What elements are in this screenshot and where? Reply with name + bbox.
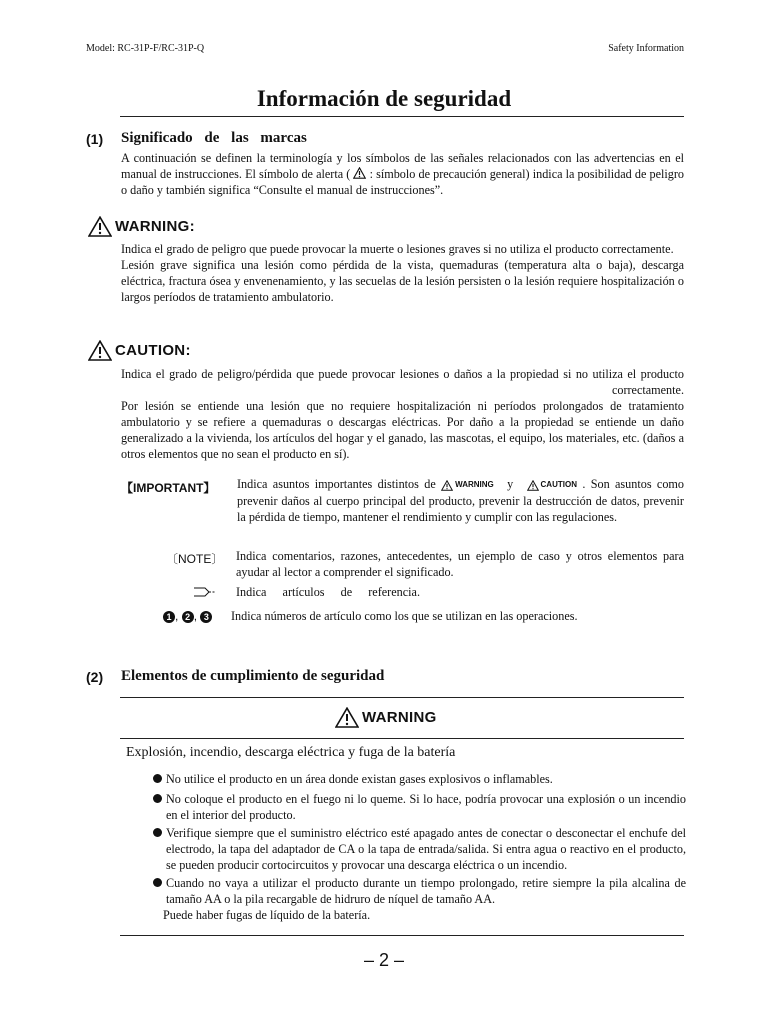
box-warning-triangle-icon [335, 707, 359, 728]
section2-heading: Elementos de cumplimiento de seguridad [121, 668, 385, 684]
caution-description [121, 366, 684, 462]
important-text-before: Indica asuntos importantes distintos de [237, 477, 436, 491]
warning-label: WARNING [115, 218, 190, 235]
box-bottom-rule [120, 935, 684, 936]
header-model: Model: RC-31P-F/RC-31P-Q [86, 43, 205, 54]
mini-warning-triangle-icon [441, 480, 453, 491]
title-rule [120, 116, 684, 117]
section2-subhead: Explosión, incendio, descarga eléctrica y fuga de la batería [126, 745, 456, 760]
bullet-text: Verifique siempre que el suministro eléctrico esté apagado antes de conectar o desconectar el enchufe del electrodo, la tapa del adaptador de CA o la tapa de entrada/salida. Si entra agua o reactivo en el producto, se pueden producir cortocircuitos y provocar una descarga eléctrica o un incendio. [166, 826, 686, 872]
header-section: Safety Information [608, 43, 684, 54]
warning-triangle-icon [88, 216, 112, 237]
number-markers [163, 609, 212, 623]
box-mid-rule [120, 738, 684, 739]
section1-intro-after: : símbolo de precaución general) indica la posibilidad de peligro o daño y también significa “Consulte el manual de instrucciones”. [121, 167, 684, 197]
note-text: Indica comentarios, razones, antecedentes, un ejemplo de caso y otros elementos para ayudar al lector a comprender el significado. [236, 549, 684, 579]
warning-paragraph-1: Indica el grado de peligro que puede provocar la muerte o lesiones graves si no utiliza el producto correctamente. [121, 242, 674, 256]
circled-number-3: 3 [200, 611, 212, 623]
bullet-list [153, 771, 686, 923]
bullet-text: No utilice el producto en un área donde existan gases explosivos o inflamables. [166, 772, 553, 786]
list-item [153, 791, 686, 823]
mini-caution-signal [527, 477, 577, 493]
mini-caution-label: CAUTION [540, 480, 577, 490]
bullet-text: Cuando no vaya a utilizar el producto durante un tiempo prolongado, retire siempre la pila alcalina de tamaño AA o la pila recargable de hidruro de níquel de tamaño AA. [166, 876, 686, 906]
warning-paragraph-2: Lesión grave significa una lesión como pérdida de la vista, quemaduras (temperatura alta o baja), descarga eléctrica, fractura ósea y envenenamiento, y las secuelas de la lesión persisten o la lesión requiere hospitalización o largos períodos de tratamiento ambulatorio. [121, 258, 684, 304]
circled-number-2: 2 [182, 611, 194, 623]
bullet-dot-icon [153, 828, 162, 837]
caution-signal [88, 340, 191, 361]
section1-heading: Significado de las marcas [121, 130, 307, 146]
important-label: 【IMPORTANT】 [121, 481, 216, 495]
reference-arrow-icon [193, 585, 217, 603]
section1-number: (1) [86, 131, 104, 147]
box-warning-label: WARNING [362, 709, 437, 726]
bullet-dot-icon [153, 878, 162, 887]
mini-warning-label: WARNING [455, 480, 494, 490]
caution-triangle-icon [88, 340, 112, 361]
note-label: 〔NOTE〕 [166, 552, 224, 566]
list-item [153, 825, 686, 873]
list-item [153, 875, 686, 907]
reference-text: Indica artículos de referencia. [236, 585, 420, 599]
caution-label: CAUTION [115, 342, 186, 359]
page-number: – 2 – [363, 950, 405, 970]
section1-intro-before: A continuación se definen la terminología y los símbolos de las señales relacionados con las advertencias en el manual de instrucciones. El símbolo de alerta ( [121, 151, 684, 181]
mini-warning-signal [441, 477, 494, 493]
alert-triangle-icon [353, 167, 366, 179]
caution-paragraph-1b: correctamente. [611, 383, 684, 397]
list-item [153, 771, 686, 787]
caution-paragraph-1a: Indica el grado de peligro/pérdida que puede provocar lesiones o daños a la propiedad si no utiliza el producto [121, 367, 684, 381]
numbers-text: Indica números de artículo como los que se utilizan en las operaciones. [231, 609, 578, 623]
caution-paragraph-2: Por lesión se entiende una lesión que no requiere hospitalización ni períodos prolongados de tratamiento ambulatorio y se refiere a quemaduras o descargas eléctricas. Por daño a la propiedad se entiende un daño generalizado a la vivienda, los artículos del hogar y el ganado, las mascotas, el equipo, los materiales, etc. (daños a otros elementos que no sean el producto en sí). [121, 399, 684, 461]
page-title: Información de seguridad [256, 86, 512, 111]
warning-description [121, 241, 684, 305]
caution-colon: : [185, 342, 191, 359]
bullet-continuation: Puede haber fugas de líquido de la batería. [163, 908, 371, 922]
important-text [237, 476, 684, 525]
section1-intro [121, 150, 684, 198]
box-top-rule [120, 697, 684, 698]
bullet-dot-icon [153, 774, 162, 783]
section2-number: (2) [86, 669, 104, 685]
warning-colon: : [189, 218, 195, 235]
mini-caution-triangle-icon [527, 480, 539, 491]
bullet-dot-icon [153, 794, 162, 803]
number-sep-2: , [193, 609, 198, 623]
bullet-text: No coloque el producto en el fuego ni lo queme. Si lo hace, podría provocar una explosión o un incendio en el interior del producto. [166, 792, 686, 822]
warning-signal [88, 216, 195, 237]
important-text-after: . Son asuntos como prevenir daños al cuerpo principal del producto, prevenir la destrucción de datos, prevenir la pérdida de tiempo, mantener el rendimiento y cumplir con las regulaciones. [237, 477, 685, 525]
important-conj: y [507, 477, 514, 491]
box-warning-signal [335, 707, 437, 728]
circled-number-1: 1 [163, 611, 175, 623]
number-sep-1: , [175, 609, 179, 623]
